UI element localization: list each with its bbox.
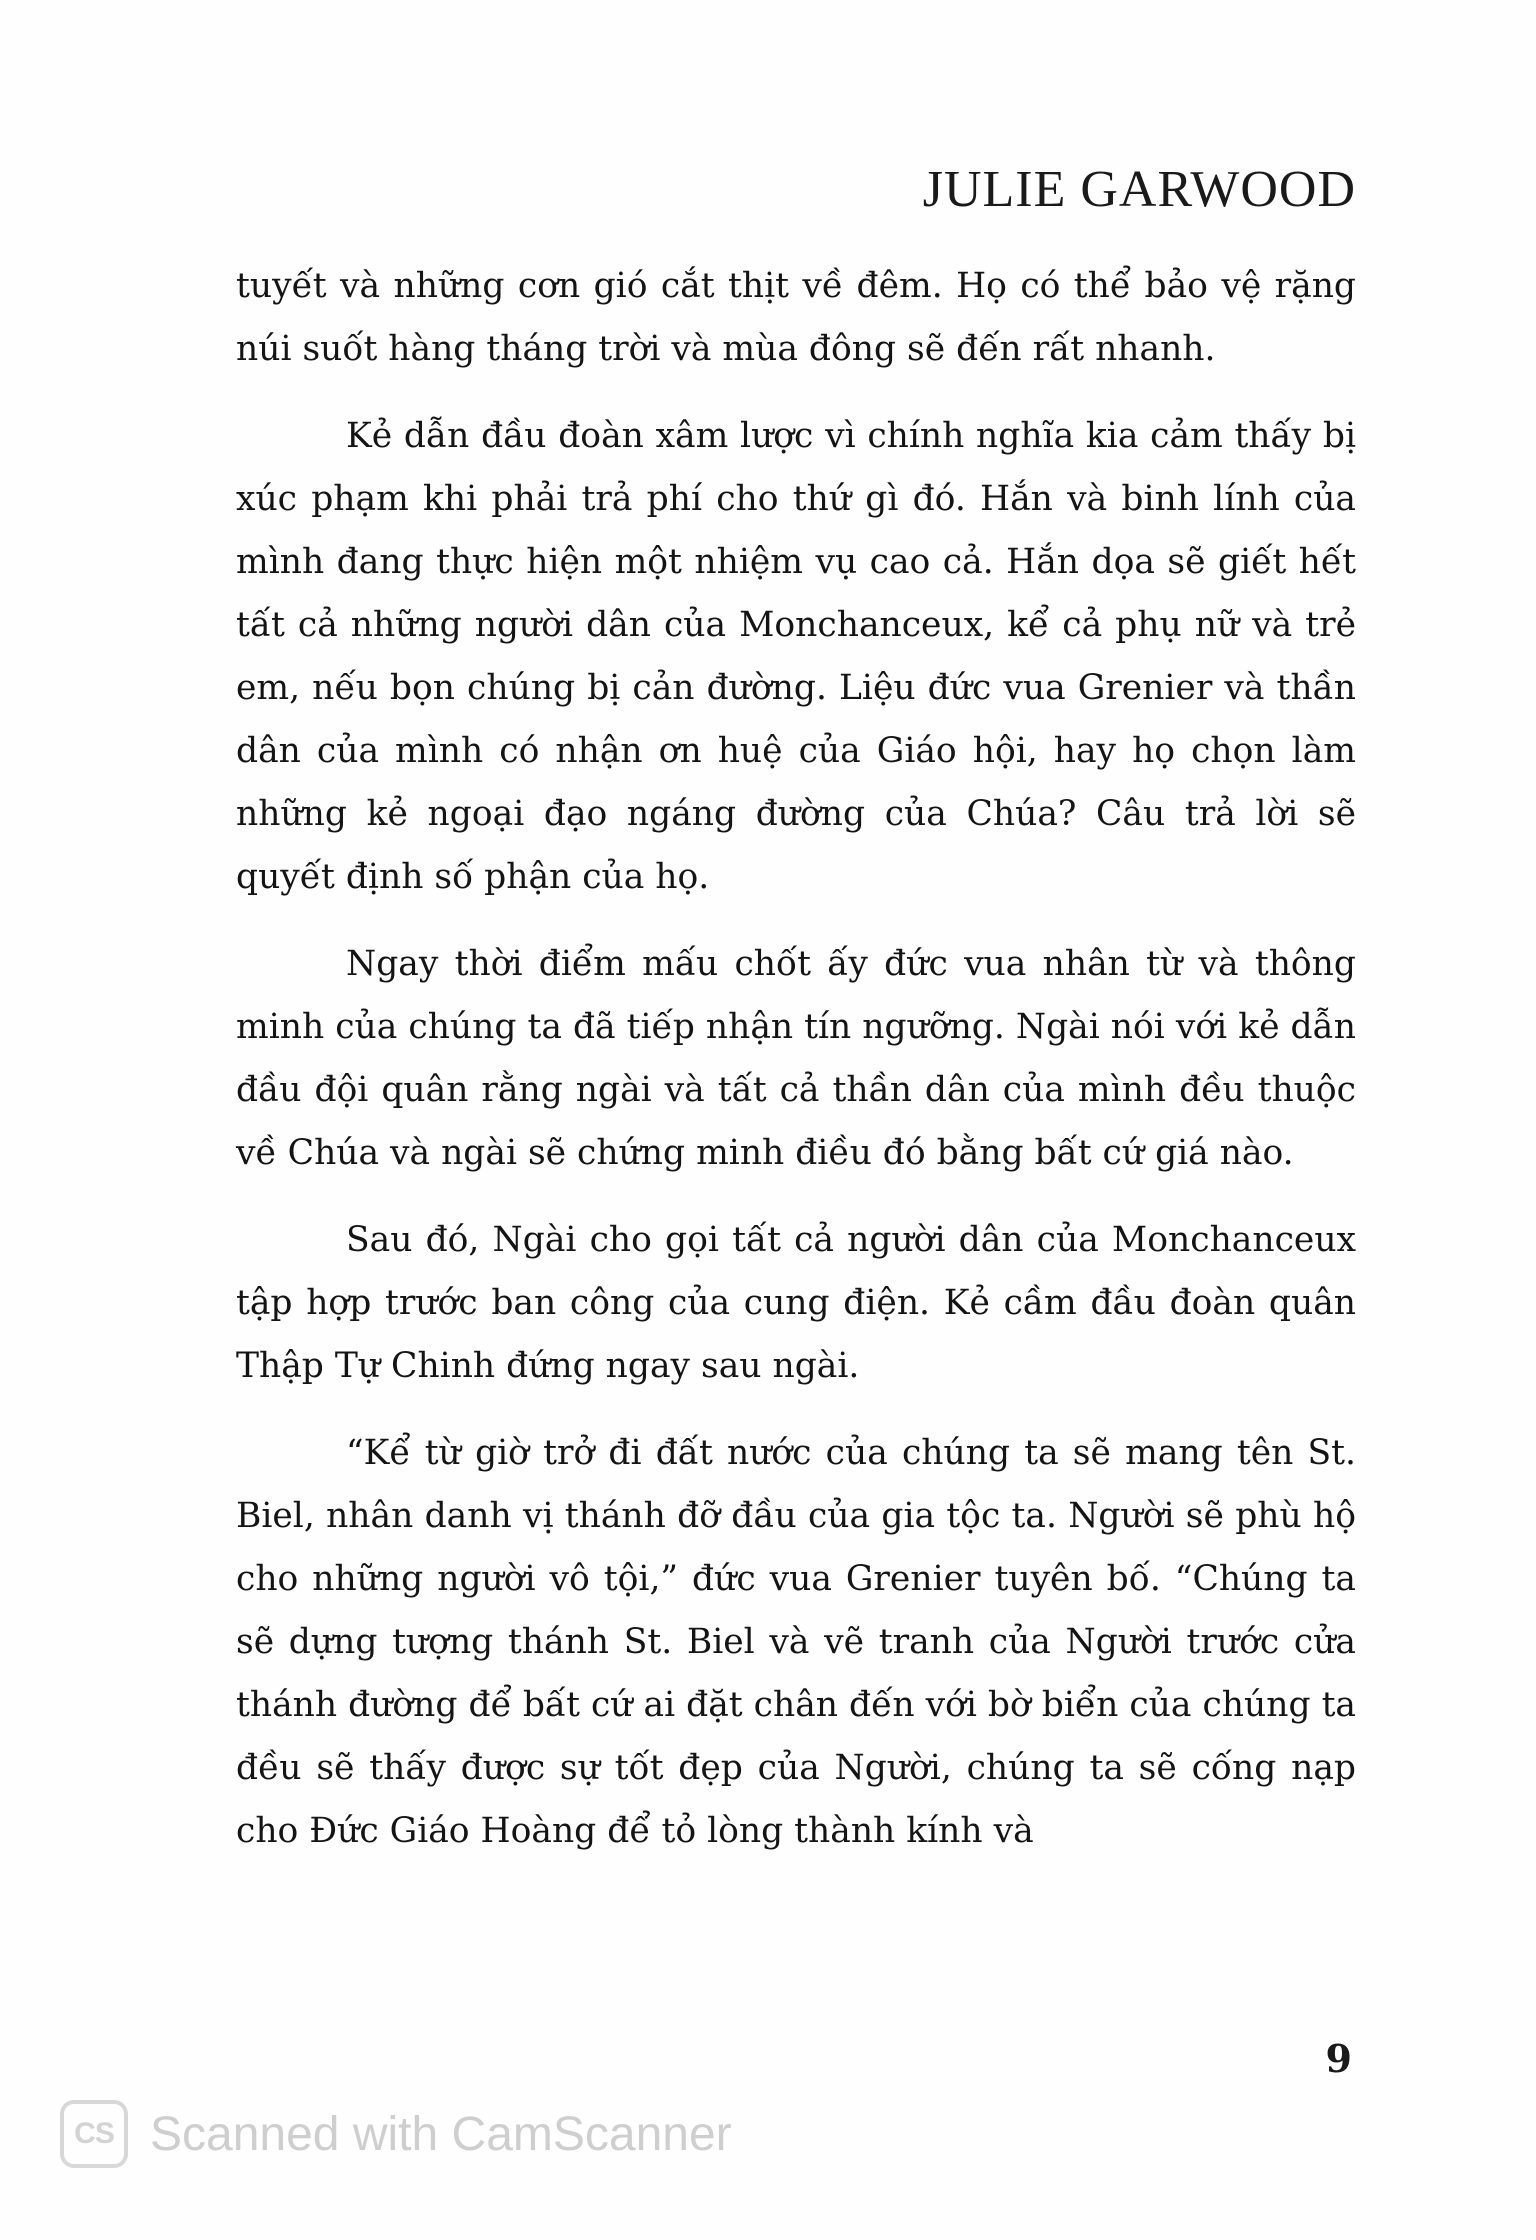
camscanner-watermark (60, 2100, 732, 2168)
page-number: 9 (1325, 2036, 1352, 2081)
paragraph-1: tuyết và những cơn gió cắt thịt về đêm. Họ có thể bảo vệ rặng núi suốt hàng tháng trời và mùa đông sẽ đến rất nhanh. (236, 266, 1356, 369)
paragraph-2: Kẻ dẫn đầu đoàn xâm lược vì chính nghĩa kia cảm thấy bị xúc phạm khi phải trả phí cho thứ gì đó. Hắn và binh lính của mình đang thực hiện một nhiệm vụ cao cả. Hắn dọa sẽ giết hết tất cả những người dân của Monchanceux, kể cả phụ nữ và trẻ em, nếu bọn chúng bị cản đường. Liệu đức vua Grenier và thần dân của mình có nhận ơn huệ của Giáo hội, hay họ chọn làm những kẻ ngoại đạo ngáng đường của Chúa? Câu trả lời sẽ quyết định số phận của họ. (236, 416, 1356, 897)
watermark-text: Scanned with CamScanner (150, 2107, 732, 2161)
paragraph-3: Ngay thời điểm mấu chốt ấy đức vua nhân từ và thông minh của chúng ta đã tiếp nhận tín ngưỡng. Ngài nói với kẻ dẫn đầu đội quân rằng ngài và tất cả thần dân của mình đều thuộc về Chúa và ngài sẽ chứng minh điều đó bằng bất cứ giá nào. (236, 944, 1356, 1173)
paragraph-4: Sau đó, Ngài cho gọi tất cả người dân của Monchanceux tập hợp trước ban công của cung điện. Kẻ cầm đầu đoàn quân Thập Tự Chinh đứng ngay sau ngài. (236, 1220, 1356, 1386)
body-text (236, 255, 1356, 1887)
camscanner-logo-icon: CS (60, 2100, 128, 2168)
running-header-title: JULIE GARWOOD (922, 161, 1356, 218)
paragraph-5: “Kể từ giờ trở đi đất nước của chúng ta sẽ mang tên St. Biel, nhân danh vị thánh đỡ đầu của gia tộc ta. Người sẽ phù hộ cho những người vô tội,” đức vua Grenier tuyên bố. “Chúng ta sẽ dựng tượng thánh St. Biel và vẽ tranh của Người trước cửa thánh đường để bất cứ ai đặt chân đến với bờ biển của chúng ta đều sẽ thấy được sự tốt đẹp của Người, chúng ta sẽ cống nạp cho Đức Giáo Hoàng để tỏ lòng thành kính và (236, 1433, 1356, 1851)
